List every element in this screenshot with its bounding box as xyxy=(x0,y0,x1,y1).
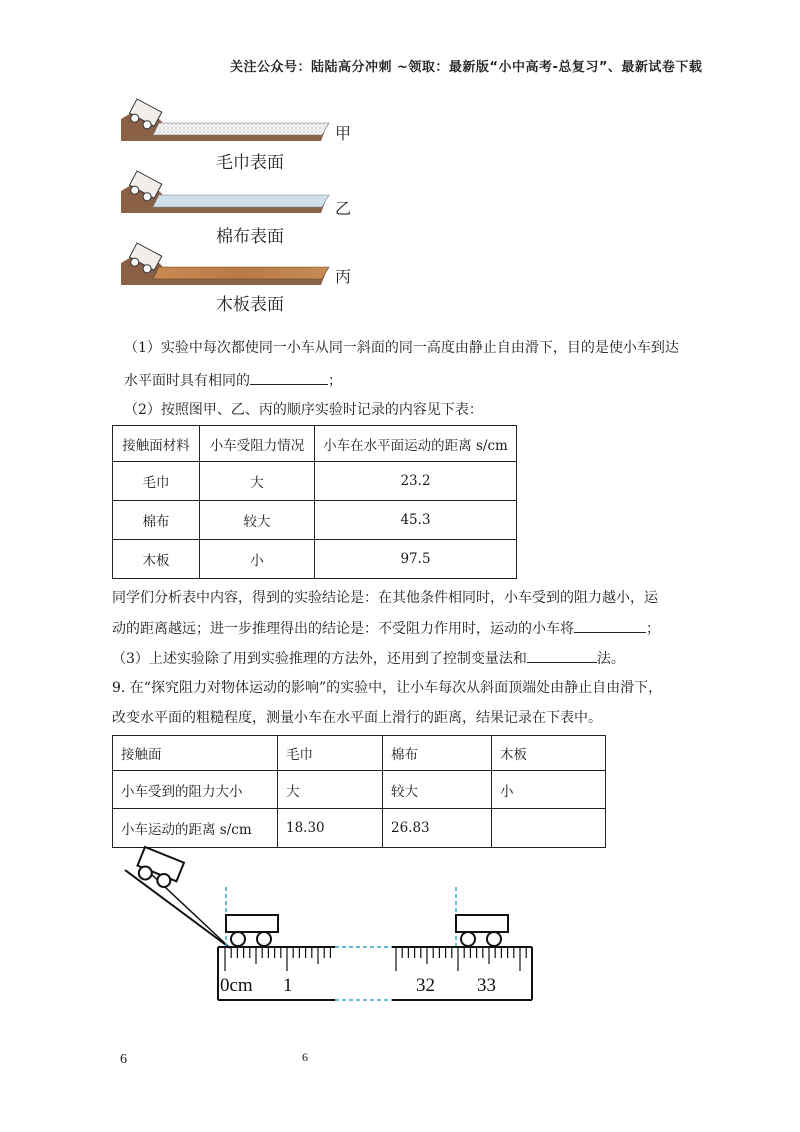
q9-line2: 改变水平面的粗糙程度，测量小车在水平面上滑行的距离，结果记录在下表中。 xyxy=(112,710,602,726)
q8-conclusion-end: ； xyxy=(646,621,660,637)
table-header-cell: 小车受阻力情况 xyxy=(200,426,315,462)
table-cell: 大 xyxy=(278,771,383,809)
table-cell: 45.3 xyxy=(315,501,517,540)
ramp-line xyxy=(125,870,230,948)
table-cell: 23.2 xyxy=(315,462,517,501)
page-header: 关注公众号：陆陆高分冲刺 ~领取：最新版“小中高考-总复习”、最新试卷下载 xyxy=(230,60,703,75)
table-cell: 木板 xyxy=(492,736,606,771)
cotton-surface xyxy=(121,171,329,213)
q8-part1-end: ； xyxy=(328,373,342,389)
ruler-label-0cm: 0cm xyxy=(220,975,253,996)
page-number-left: 6 xyxy=(120,1052,127,1067)
q8-conclusion-line1: 同学们分析表中内容，得到的实验结论是：在其他条件相同时，小车受到的阻力越小，运 xyxy=(112,590,658,606)
surface-mark-yi: 乙 xyxy=(335,199,352,218)
answer-blank-2[interactable] xyxy=(574,618,646,633)
table-row xyxy=(113,540,517,579)
q8-part3 xyxy=(112,648,625,669)
table-cell: 97.5 xyxy=(315,540,517,579)
table-cell: 较大 xyxy=(383,771,492,809)
table-cell: 接触面 xyxy=(113,736,278,771)
table-row xyxy=(113,462,517,501)
table-cell: 木板 xyxy=(113,540,200,579)
surface-mark-jia: 甲 xyxy=(335,124,352,143)
table-cell: 毛巾 xyxy=(113,462,200,501)
table-row xyxy=(113,501,517,540)
q8-conclusion-line2 xyxy=(112,618,660,639)
answer-blank-3[interactable] xyxy=(527,648,597,663)
ruler-label-32: 32 xyxy=(416,975,435,996)
surface-figure xyxy=(115,95,365,310)
q8-table xyxy=(112,425,517,579)
q8-conclusion-text: 动的距离越远；进一步推理得出的结论是：不受阻力作用时，运动的小车将 xyxy=(112,621,574,637)
ruler-label-33: 33 xyxy=(477,975,496,996)
cart-icon xyxy=(134,847,184,891)
table-row xyxy=(113,736,606,771)
towel-surface xyxy=(121,99,329,141)
table-cell: 18.30 xyxy=(278,809,383,848)
table-cell: 棉布 xyxy=(113,501,200,540)
table-cell: 小 xyxy=(200,540,315,579)
surface-mark-bing: 丙 xyxy=(335,267,352,286)
table-header-row xyxy=(113,426,517,462)
table-cell: 较大 xyxy=(200,501,315,540)
table-cell: 棉布 xyxy=(383,736,492,771)
q8-part2-intro: （2）按照图甲、乙、丙的顺序实验时记录的内容见下表： xyxy=(124,402,483,418)
surface-label-wood: 木板表面 xyxy=(216,295,284,315)
table-row xyxy=(113,809,606,848)
table-cell: 小车运动的距离 s/cm xyxy=(113,809,278,848)
table-cell: 毛巾 xyxy=(278,736,383,771)
table-header-cell: 小车在水平面运动的距离 s/cm xyxy=(315,426,517,462)
table-cell: 小 xyxy=(492,771,606,809)
cart-icon xyxy=(226,915,278,946)
table-header-cell: 接触面材料 xyxy=(113,426,200,462)
surface-label-cotton: 棉布表面 xyxy=(216,227,284,247)
wood-surface xyxy=(121,243,329,285)
q9-table xyxy=(112,735,606,848)
table-row xyxy=(113,771,606,809)
surface-label-towel: 毛巾表面 xyxy=(216,153,284,173)
answer-blank-1[interactable] xyxy=(250,370,328,385)
q8-part1-line1: （1）实验中每次都使同一小车从同一斜面的同一高度由静止自由滑下，目的是使小车到达 xyxy=(124,340,679,356)
table-cell: 26.83 xyxy=(383,809,492,848)
cart-icon xyxy=(456,915,508,946)
page-number-center: 6 xyxy=(302,1050,308,1064)
q8-part3-end: 法。 xyxy=(596,651,625,667)
table-cell: 大 xyxy=(200,462,315,501)
q8-part1-line2 xyxy=(124,370,342,391)
q8-part3-text: （3）上述实验除了用到实验推理的方法外，还用到了控制变量法和 xyxy=(112,651,527,667)
ruler-label-1: 1 xyxy=(283,975,293,996)
q9-line1: 9. 在“探究阻力对物体运动的影响”的实验中，让小车每次从斜面顶端处由静止自由滑下， xyxy=(112,680,663,696)
table-cell: 小车受到的阻力大小 xyxy=(113,771,278,809)
table-cell[interactable] xyxy=(492,809,606,848)
q8-part1-text: 水平面时具有相同的 xyxy=(124,373,250,389)
